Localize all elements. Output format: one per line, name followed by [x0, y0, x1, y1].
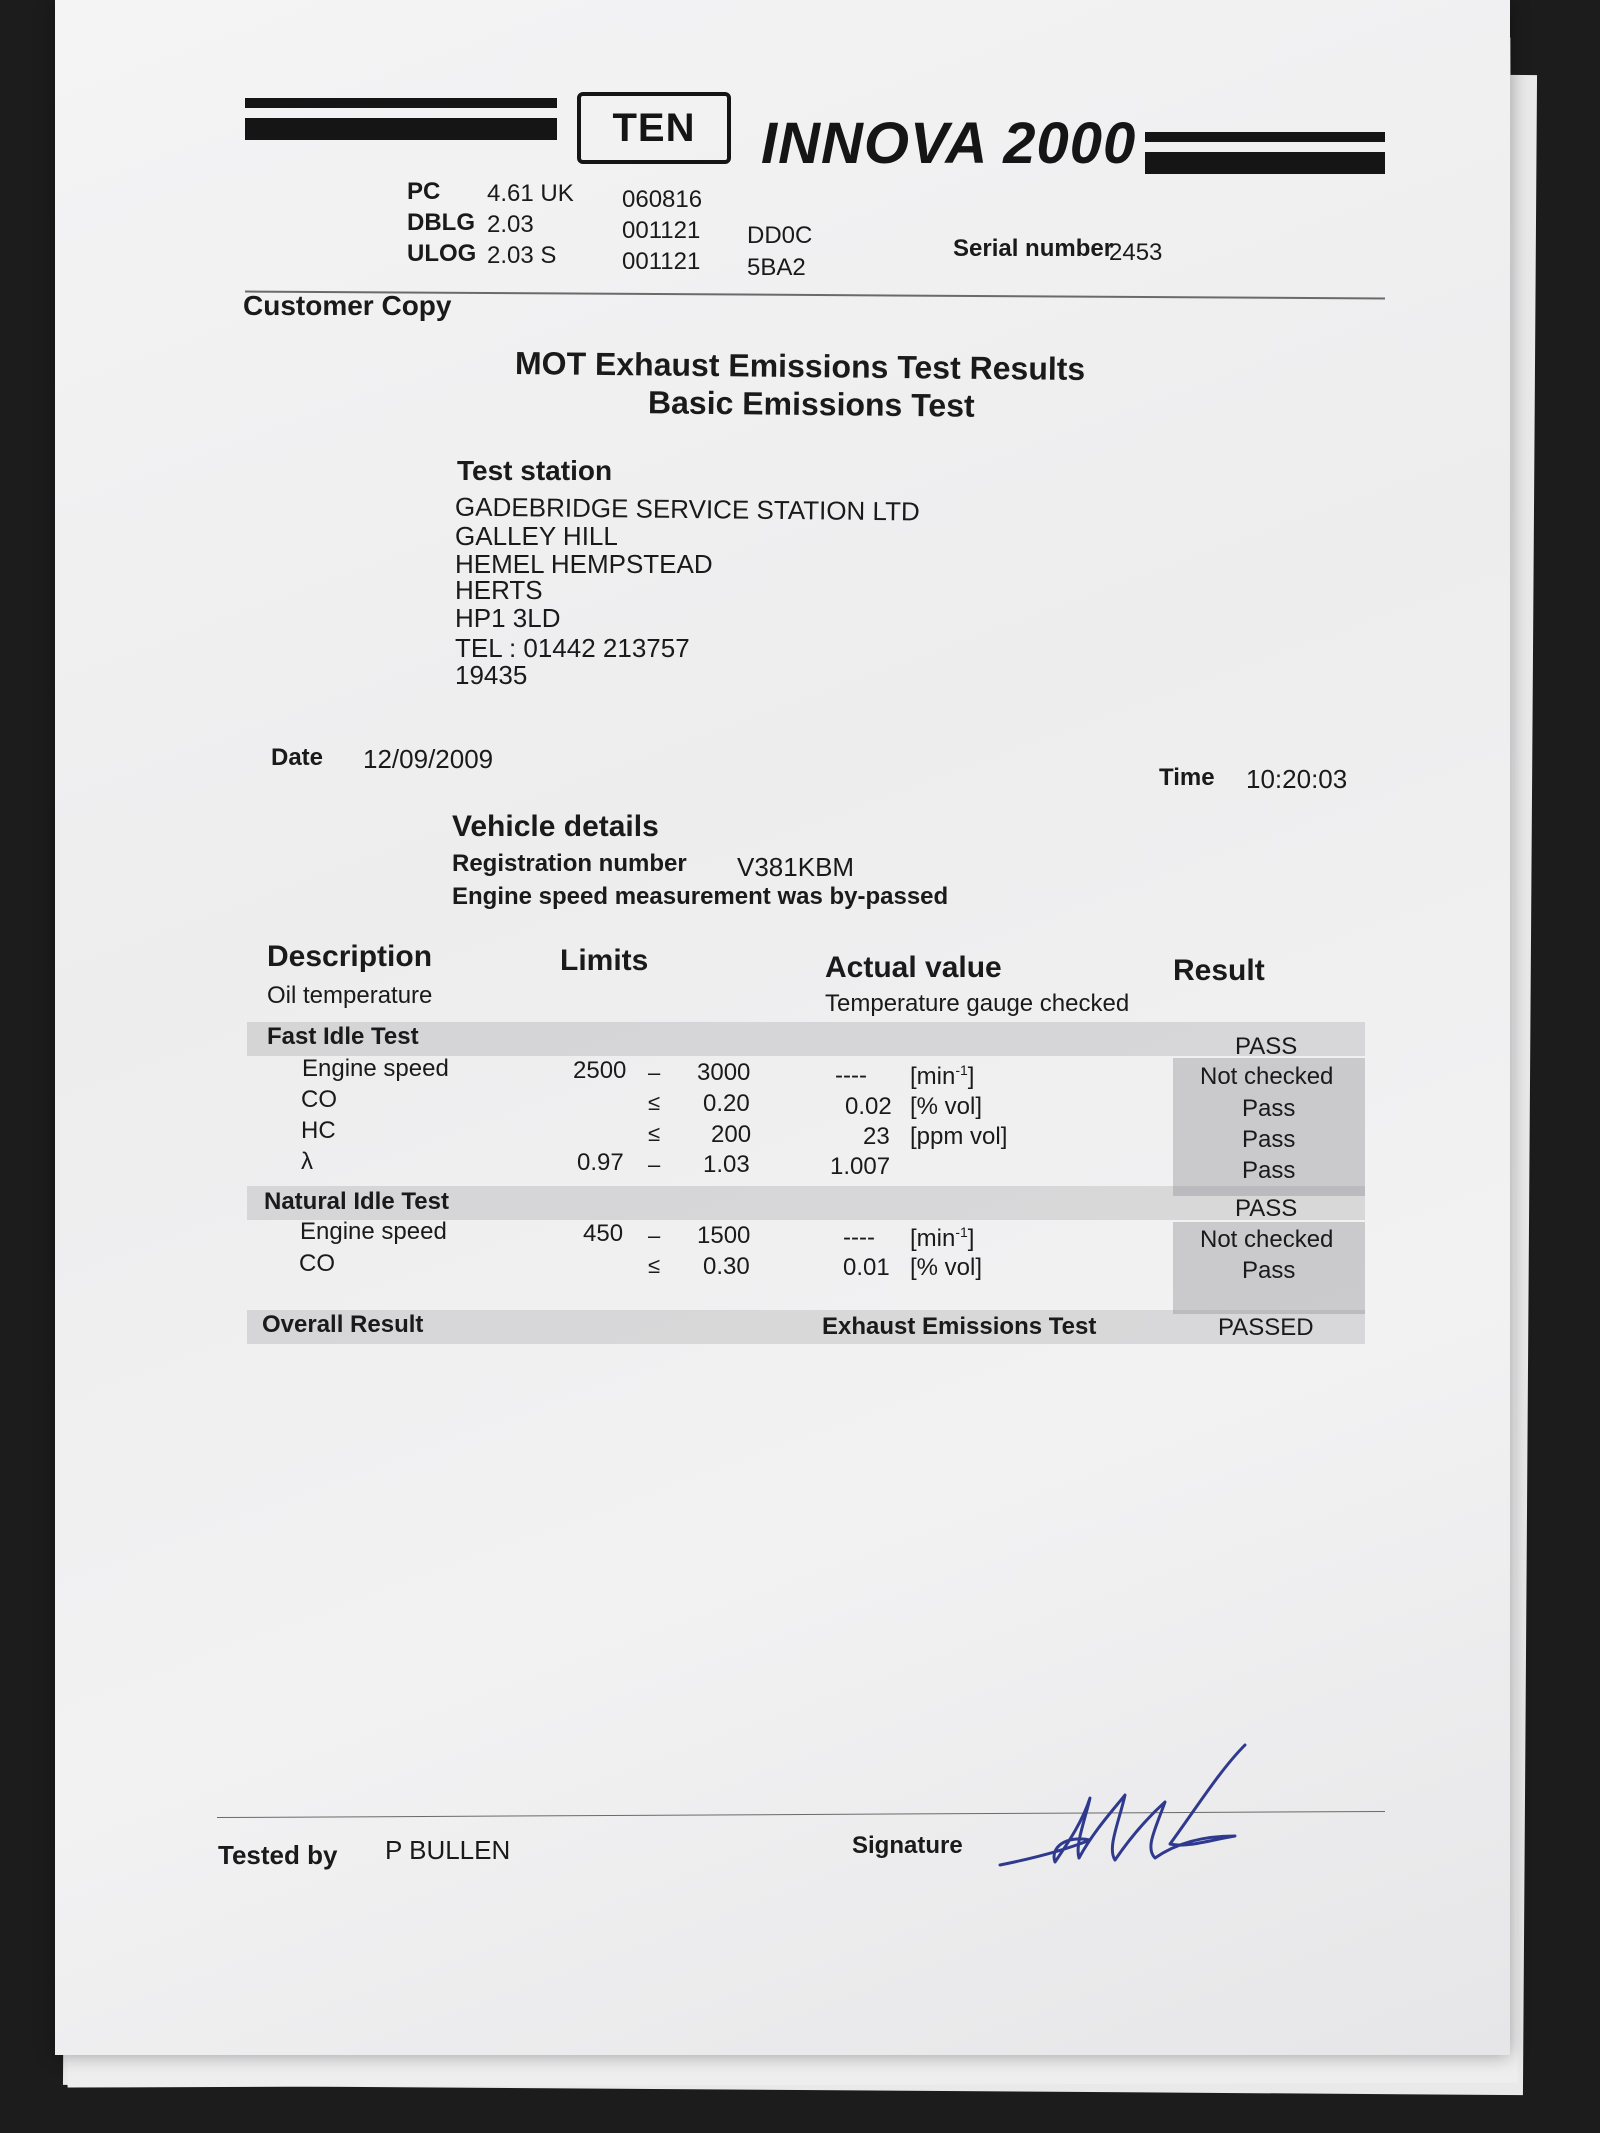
measure-name: CO: [301, 1086, 337, 1113]
measure-result: Pass: [1242, 1126, 1296, 1153]
measure-name: Engine speed: [302, 1055, 449, 1082]
measure-result: Not checked: [1200, 1063, 1334, 1090]
version-value-pc: 4.61 UK: [487, 180, 574, 207]
report-subtitle: Basic Emissions Test: [647, 384, 975, 424]
handwritten-signature: [995, 1740, 1275, 1880]
actual-value: 1.007: [830, 1153, 891, 1180]
serial-number-label: Serial number: [953, 235, 1114, 262]
header-stripe-right-1: [1145, 132, 1385, 142]
version-label-pc: PC: [407, 178, 441, 205]
tester-name: P BULLEN: [385, 1835, 511, 1865]
oil-temperature-label: Oil temperature: [267, 982, 433, 1009]
version-value-ulog: 2.03 S: [487, 242, 557, 269]
limit-high: 1500: [697, 1222, 751, 1249]
version-code-ulog: 001121: [622, 248, 701, 275]
fast-idle-result: PASS: [1235, 1033, 1298, 1060]
time-value: 10:20:03: [1246, 764, 1348, 794]
overall-result-label: Overall Result: [262, 1311, 424, 1338]
station-line: GADEBRIDGE SERVICE STATION LTD: [454, 491, 920, 527]
ten-logo: TEN: [577, 92, 731, 164]
version-value-dblg: 2.03: [487, 211, 534, 238]
limit-high: 200: [711, 1121, 752, 1148]
station-line: 19435: [455, 660, 528, 690]
registration-value: V381KBM: [737, 852, 855, 882]
station-line: HEMEL HEMPSTEAD: [455, 549, 713, 579]
natural-idle-result: PASS: [1235, 1195, 1298, 1222]
measure-result: Pass: [1242, 1157, 1296, 1184]
limit-operator: –: [648, 1152, 661, 1177]
actual-value: 0.02: [845, 1093, 892, 1120]
version-extra-dblg: DD0C: [747, 222, 813, 249]
measure-result: Pass: [1242, 1257, 1296, 1284]
station-line: TEL : 01442 213757: [455, 633, 690, 663]
limit-operator: –: [648, 1223, 661, 1248]
limit-operator: –: [648, 1060, 661, 1085]
version-code-dblg: 001121: [622, 217, 701, 244]
date-value: 12/09/2009: [363, 744, 494, 774]
actual-value: ----: [843, 1224, 875, 1251]
version-code-pc: 060816: [622, 186, 703, 213]
signature-stroke: [1000, 1745, 1245, 1865]
actual-value: 0.01: [843, 1254, 890, 1281]
actual-value: ----: [835, 1062, 867, 1089]
limit-high: 1.03: [703, 1151, 750, 1178]
column-actual-value: Actual value: [825, 951, 1002, 984]
measure-name: λ: [301, 1148, 313, 1175]
station-line: GALLEY HILL: [455, 521, 618, 551]
column-description: Description: [267, 940, 433, 973]
actual-unit: [% vol]: [910, 1093, 983, 1120]
actual-unit: [ppm vol]: [910, 1123, 1008, 1150]
column-limits: Limits: [560, 944, 649, 977]
limit-low: 450: [583, 1220, 624, 1247]
limit-low: 0.97: [577, 1149, 624, 1176]
actual-unit: $[\min^{-1}]$: [910, 1224, 975, 1252]
test-station-heading: Test station: [457, 455, 613, 486]
limit-high: 0.30: [703, 1253, 750, 1280]
serial-number-value: 2453: [1109, 239, 1163, 266]
natural-idle-title: Natural Idle Test: [264, 1188, 449, 1215]
overall-test-name: Exhaust Emissions Test: [822, 1313, 1097, 1340]
station-line: HERTS: [455, 575, 543, 605]
limit-high: 3000: [697, 1059, 751, 1086]
actual-value: 23: [863, 1123, 890, 1150]
tested-by-label: Tested by: [218, 1840, 338, 1870]
header-stripe-left-1: [245, 98, 557, 108]
header-stripe-left-2: [245, 118, 557, 140]
limit-operator: ≤: [648, 1253, 661, 1278]
version-extra-ulog: 5BA2: [747, 254, 806, 281]
overall-result-value: PASSED: [1218, 1314, 1314, 1341]
customer-copy-label: Customer Copy: [243, 290, 452, 321]
measure-result: Not checked: [1200, 1226, 1334, 1253]
engine-speed-note: Engine speed measurement was by-passed: [452, 883, 949, 910]
product-name: INNOVA 2000: [761, 111, 1137, 176]
station-line: HP1 3LD: [455, 603, 561, 633]
limit-operator: ≤: [648, 1090, 661, 1115]
registration-label: Registration number: [452, 850, 687, 877]
measure-name: Engine speed: [300, 1218, 447, 1245]
actual-unit: $[\min^{-1}]$: [910, 1062, 975, 1090]
vehicle-details-heading: Vehicle details: [452, 810, 659, 843]
measure-result: Pass: [1242, 1095, 1296, 1122]
fast-idle-title: Fast Idle Test: [267, 1023, 419, 1050]
limit-operator: ≤: [648, 1121, 661, 1146]
actual-unit: [% vol]: [910, 1254, 983, 1281]
limit-low: 2500: [573, 1057, 627, 1084]
oil-temperature-value: Temperature gauge checked: [825, 990, 1130, 1017]
time-label: Time: [1159, 764, 1215, 791]
emissions-report-sheet: [55, 0, 1510, 2055]
limit-high: 0.20: [703, 1090, 750, 1117]
report-title: MOT Exhaust Emissions Test Results: [514, 345, 1086, 387]
version-label-dblg: DBLG: [407, 209, 475, 236]
measure-name: HC: [301, 1117, 336, 1144]
measure-name: CO: [299, 1250, 335, 1277]
date-label: Date: [271, 744, 324, 771]
signature-label: Signature: [852, 1832, 963, 1859]
version-label-ulog: ULOG: [407, 240, 477, 267]
header-stripe-right-2: [1145, 152, 1385, 174]
column-result: Result: [1173, 954, 1265, 987]
